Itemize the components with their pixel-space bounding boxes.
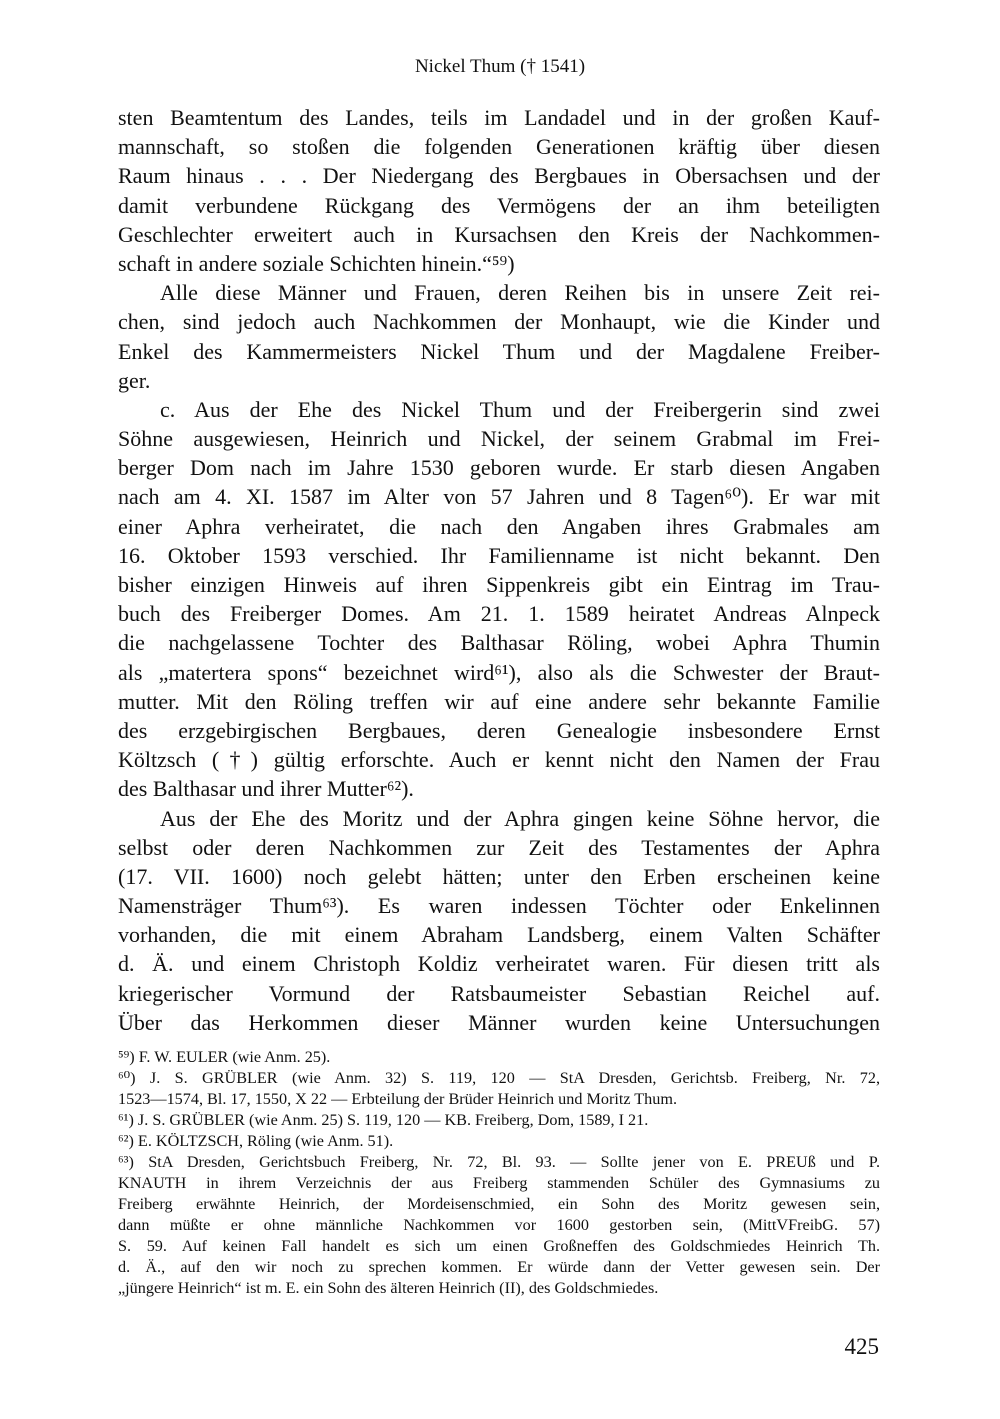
text-line: als „matertera spons“ bezeichnet wird⁶¹), also als die Schwester der Braut-	[118, 659, 880, 685]
page-number: 425	[844, 1334, 879, 1359]
text-line: (17. VII. 1600) noch gelebt hätten; unter den Erben erscheinen keine	[118, 863, 880, 889]
text-line: vorhanden, die mit einem Abraham Landsberg, einem Valten Schäfter	[118, 922, 880, 948]
text-line: nach am 4. XI. 1587 im Alter von 57 Jahren und 8 Tagen⁶⁰). Er war mit	[118, 484, 880, 510]
text-line: Enkel des Kammermeisters Nickel Thum und der Magdalene Freiber-	[118, 338, 880, 364]
text-line: die nachgelassene Tochter des Balthasar Röling, wobei Aphra Thumin	[118, 630, 880, 656]
footnote-line: dann müßte er ohne männliche Nachkommen vor 1600 gestorben sein, (MittVFreibG. 57)	[118, 1216, 880, 1234]
footnote-63: ⁶³) StA Dresden, Gerichtsbuch Freiberg, Nr. 72, Bl. 93. — Sollte jener von E. PREUß und P.	[118, 1153, 880, 1171]
footnote-line: „jüngere Heinrich“ ist m. E. ein Sohn des älteren Heinrich (II), des Goldschmiedes.	[118, 1279, 659, 1297]
footnote-line: 1523—1574, Bl. 17, 1550, X 22 — Erbteilung der Brüder Heinrich und Moritz Thum.	[118, 1090, 677, 1108]
footnote-61: ⁶¹) J. S. GRÜBLER (wie Anm. 25) S. 119, 120 — KB. Freiberg, Dom, 1589, I 21.	[118, 1111, 649, 1129]
text-line: Namensträger Thum⁶³). Es waren indessen Töchter oder Enkelinnen	[118, 893, 880, 919]
text-line: berger Dom nach im Jahre 1530 geboren wurde. Er starb diesen Angaben	[118, 455, 880, 481]
text-line: 16. Oktober 1593 verschied. Ihr Familienname ist nicht bekannt. Den	[118, 542, 880, 568]
footnotes	[118, 1047, 880, 1299]
footnote-line: d. Ä., auf den wir noch zu sprechen kommen. Er würde dann der Vetter gewesen sein. Der	[118, 1258, 880, 1276]
text-line: einer Aphra verheiratet, die nach den Angaben ihres Grabmales am	[118, 513, 880, 539]
main-text	[118, 103, 880, 1037]
text-line: Über das Herkommen dieser Männer wurden keine Untersuchungen	[118, 1009, 880, 1035]
text-line: des erzgebirgischen Bergbaues, deren Genealogie insbesondere Ernst	[118, 717, 880, 743]
footnote-line: S. 59. Auf keinen Fall handelt es sich um einen Großneffen des Goldschmiedes Heinrich Th.	[118, 1237, 880, 1255]
text-line: Költzsch (†) gültig erforschte. Auch er kennt nicht den Namen der Frau	[118, 747, 880, 773]
text-line: kriegerischer Vormund der Ratsbaumeister Sebastian Reichel auf.	[118, 980, 880, 1006]
text-line: mutter. Mit den Röling treffen wir auf eine andere sehr bekannte Familie	[118, 688, 880, 714]
footnote-60: ⁶⁰) J. S. GRÜBLER (wie Anm. 32) S. 119, 120 — StA Dresden, Gerichtsb. Freiberg, Nr. 72,	[118, 1069, 880, 1087]
footnote-59: ⁵⁹) F. W. EULER (wie Anm. 25).	[118, 1048, 331, 1066]
text-line: c. Aus der Ehe des Nickel Thum und der Freibergerin sind zwei	[160, 396, 880, 422]
text-line: selbst oder deren Nachkommen zur Zeit des Testamentes der Aphra	[118, 834, 880, 860]
text-line: mannschaft, so stoßen die folgenden Generationen kräftig über diesen	[118, 134, 880, 160]
footnote-line: Freiberg erwähnte Heinrich, der Mordeisenschmied, ein Sohn des Moritz gewesen sein,	[118, 1195, 880, 1213]
text-line: Aus der Ehe des Moritz und der Aphra gingen keine Söhne hervor, die	[160, 805, 880, 831]
text-line: Raum hinaus . . . Der Niedergang des Bergbaues in Obersachsen und der	[118, 163, 880, 189]
text-line: ger.	[118, 367, 151, 393]
text-line: Alle diese Männer und Frauen, deren Reihen bis in unsere Zeit rei-	[160, 280, 880, 306]
text-line: Söhne ausgewiesen, Heinrich und Nickel, der seinem Grabmal im Frei-	[118, 426, 880, 452]
text-line: damit verbundene Rückgang des Vermögens der an ihm beteiligten	[118, 192, 880, 218]
footnote-line: KNAUTH in ihrem Verzeichnis der aus Freiberg stammenden Schüler des Gymnasiums zu	[118, 1174, 880, 1192]
text-line: chen, sind jedoch auch Nachkommen der Monhaupt, wie die Kinder und	[118, 309, 880, 335]
text-line: des Balthasar und ihrer Mutter⁶²).	[118, 776, 414, 802]
footnote-62: ⁶²) E. KÖLTZSCH, Röling (wie Anm. 51).	[118, 1132, 394, 1150]
running-header: Nickel Thum († 1541)	[414, 56, 586, 77]
text-line: schaft in andere soziale Schichten hinein.“⁵⁹)	[118, 250, 515, 276]
text-line: bisher einzigen Hinweis auf ihren Sippenkreis gibt ein Eintrag im Trau-	[118, 572, 880, 597]
text-line: d. Ä. und einem Christoph Koldiz verheiratet waren. Für diesen tritt als	[118, 951, 880, 977]
text-line: Geschlechter erweitert auch in Kursachsen den Kreis der Nachkommen-	[118, 221, 880, 247]
text-line: buch des Freiberger Domes. Am 21. 1. 1589 heiratet Andreas Alnpeck	[118, 601, 880, 627]
text-line: sten Beamtentum des Landes, teils im Landadel und in der großen Kauf-	[118, 105, 880, 130]
